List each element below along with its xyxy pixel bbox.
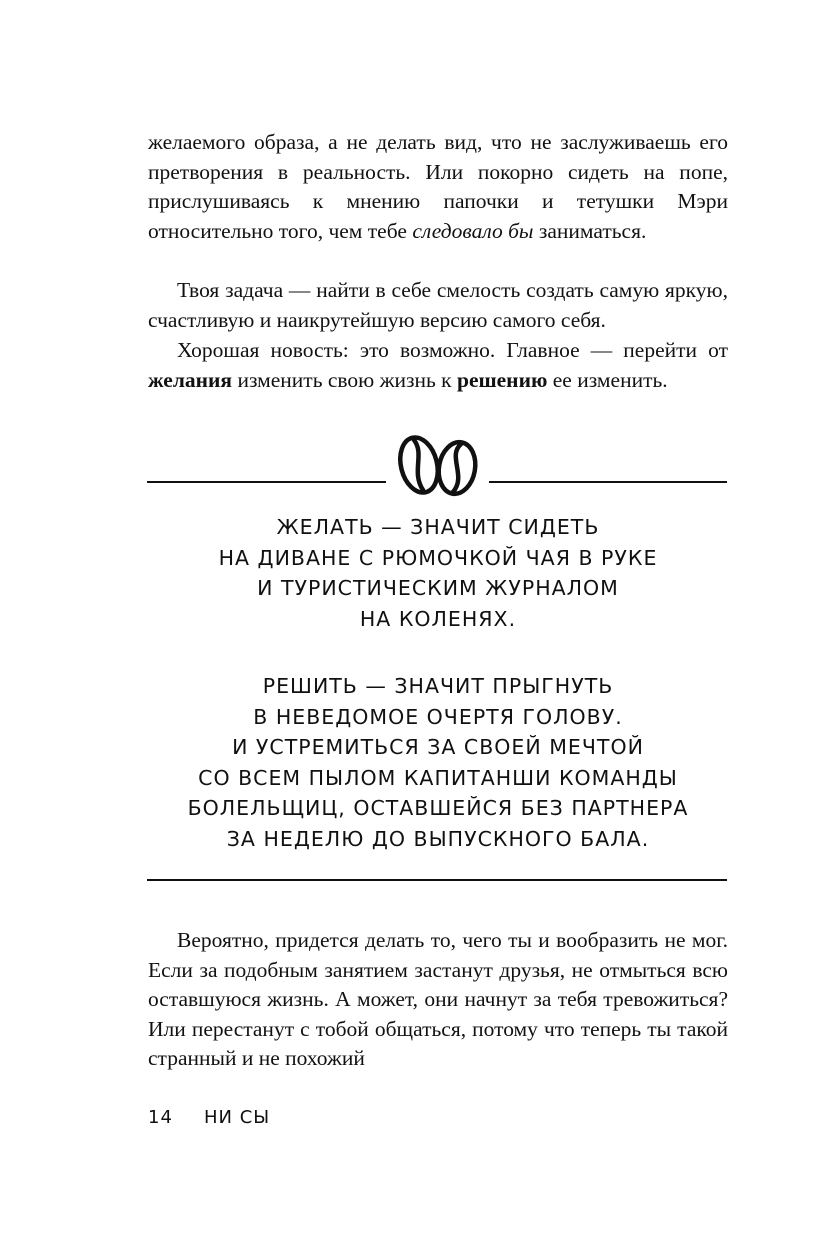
divider-rule-left (147, 481, 386, 483)
paragraph-4 (148, 926, 728, 1074)
quote-line: В НЕВЕДОМОЕ ОЧЕРТЯ ГОЛОВУ. (253, 704, 623, 729)
book-title: НИ СЫ (204, 1107, 271, 1128)
paragraph-3 (148, 336, 728, 395)
quote-line: РЕШИТЬ — ЗНАЧИТ ПРЫГНУТЬ (262, 674, 614, 698)
quote-line: И УСТРЕМИТЬСЯ ЗА СВОЕЙ МЕЧТОЙ (232, 735, 644, 759)
quote-line: ЖЕЛАТЬ — ЗНАЧИТ СИДЕТЬ (276, 515, 600, 539)
quote-line: НА КОЛЕНЯХ. (359, 606, 517, 631)
paragraph-3-bold-b: решению (456, 367, 548, 392)
quote-line: БОЛЕЛЬЩИЦ, ОСТАВШЕЙСЯ БЕЗ ПАРТНЕРА (187, 796, 689, 820)
paragraph-3-text-c: ее изменить. (547, 367, 668, 392)
divider-rule-right (489, 481, 727, 483)
page-footer (148, 1107, 270, 1128)
paragraph-3-bold-a: желания (148, 367, 233, 392)
paragraph-1-text-a: желаемого образа, а не делать вид, что не заслуживаешь его претворения в реальность. Или покорно сидеть на попе, прислушиваясь к мнению папочки и тетушки Мэри относительно того, чем тебе (148, 130, 728, 243)
paragraph-2-text: Твоя задача — найти в себе смелость создать самую яркую, счастливую и наикрутейшую версию самого себя. (148, 278, 728, 332)
paragraph-4-text: Вероятно, придется делать то, чего ты и вообразить не мог. Если за подобным занятием застанут друзья, не отмыться всю оставшуюся жизнь. А может, они начнут за тебя тревожиться? Или перестанут с тобой общаться, потому что теперь ты такой странный и не похожий (148, 928, 728, 1070)
paragraph-1 (148, 128, 728, 246)
callout-quote-decide (148, 671, 728, 854)
paragraph-1-text-b: заниматься. (533, 218, 647, 243)
quote-line: НА ДИВАНЕ С РЮМОЧКОЙ ЧАЯ В РУКЕ (218, 545, 658, 570)
paragraph-2 (148, 276, 728, 335)
paragraph-3-text-b: изменить свою жизнь к (232, 367, 457, 392)
page-number: 14 (148, 1107, 173, 1128)
quote-line: И ТУРИСТИЧЕСКИМ ЖУРНАЛОМ (257, 576, 619, 600)
paragraph-1-emphasis: следовало бы (412, 218, 534, 243)
quote-line: ЗА НЕДЕЛЮ ДО ВЫПУСКНОГО БАЛА. (226, 826, 650, 851)
coffee-beans-icon (395, 432, 483, 498)
divider-rule-bottom (147, 879, 727, 881)
callout-quote-wish (148, 512, 728, 634)
paragraph-3-text-a: Хорошая новость: это возможно. Главное — перейти от (177, 338, 728, 362)
quote-line: СО ВСЕМ ПЫЛОМ КАПИТАНШИ КОМАНДЫ (198, 765, 678, 790)
